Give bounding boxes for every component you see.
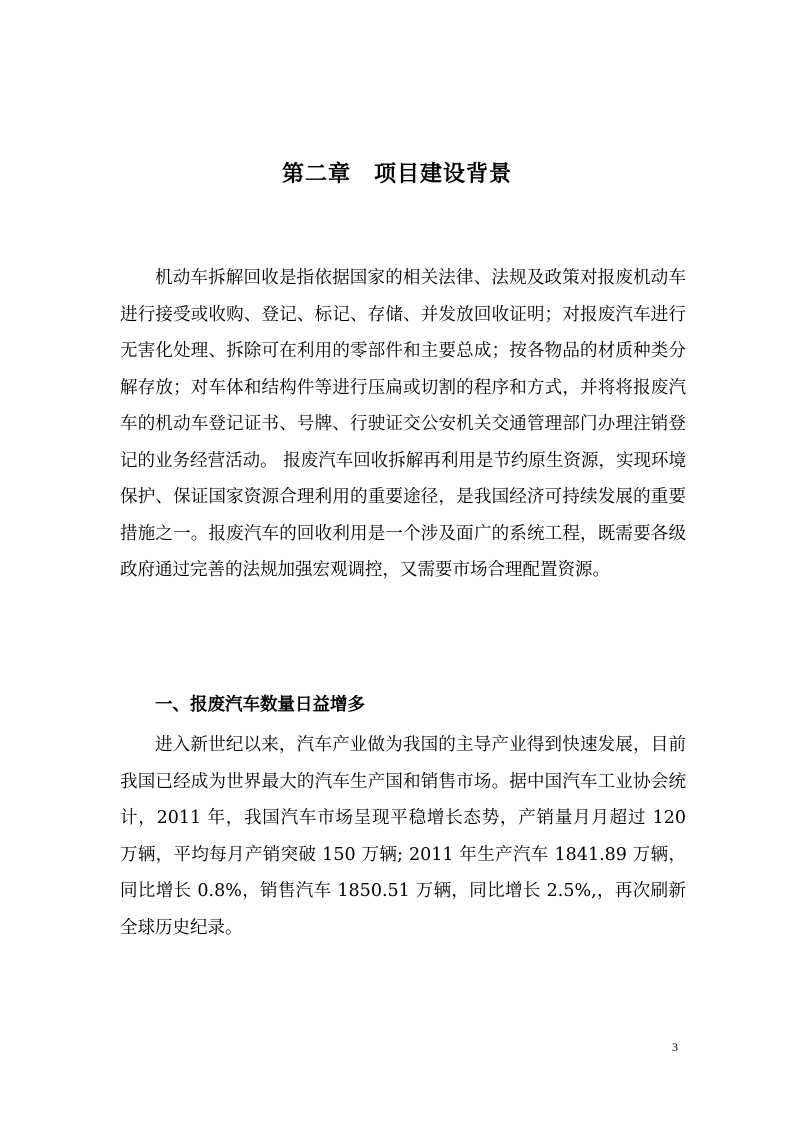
- section-body: [120, 727, 692, 946]
- section-heading: 一、报废汽车数量日益增多: [155, 695, 365, 715]
- intro-section: [120, 260, 686, 589]
- page-number: 3: [672, 1040, 678, 1054]
- section-paragraph: 进入新世纪以来，汽车产业做为我国的主导产业得到快速发展，目前我国已经成为世界最大的汽车生产国和销售市场。据中国汽车工业协会统计，2011 年，我国汽车市场呈现平稳增长态势，产销量月月超过 120 万辆，平均每月产销突破 150 万辆; 2011 年生产汽车 1841.89 万辆，同比增长 0.8%，销售汽车 1850.51 万辆，同比增长 2.5%,，再次刷新全球历史纪录。: [120, 735, 692, 938]
- chapter-title: 第二章 项目建设背景: [281, 161, 512, 187]
- intro-paragraph: 机动车拆解回收是指依据国家的相关法律、法规及政策对报废机动车进行接受或收购、登记、标记、存储、并发放回收证明；对报废汽车进行无害化处理、拆除可在利用的零部件和主要总成；按各物品的材质种类分解存放；对车体和结构件等进行压扁或切割的程序和方式，并将将报废汽车的机动车登记证书、号牌、行驶证交公安机关交通管理部门办理注销登记的业务经营活动。 报废汽车回收拆解再利用是节约原生资源，实现环境保护、保证国家资源合理利用的重要途径，是我国经济可持续发展的重要措施之一。报废汽车的回收利用是一个涉及面广的系统工程，既需要各级政府通过完善的法规加强宏观调控，又需要市场合理配置资源。: [120, 268, 686, 580]
